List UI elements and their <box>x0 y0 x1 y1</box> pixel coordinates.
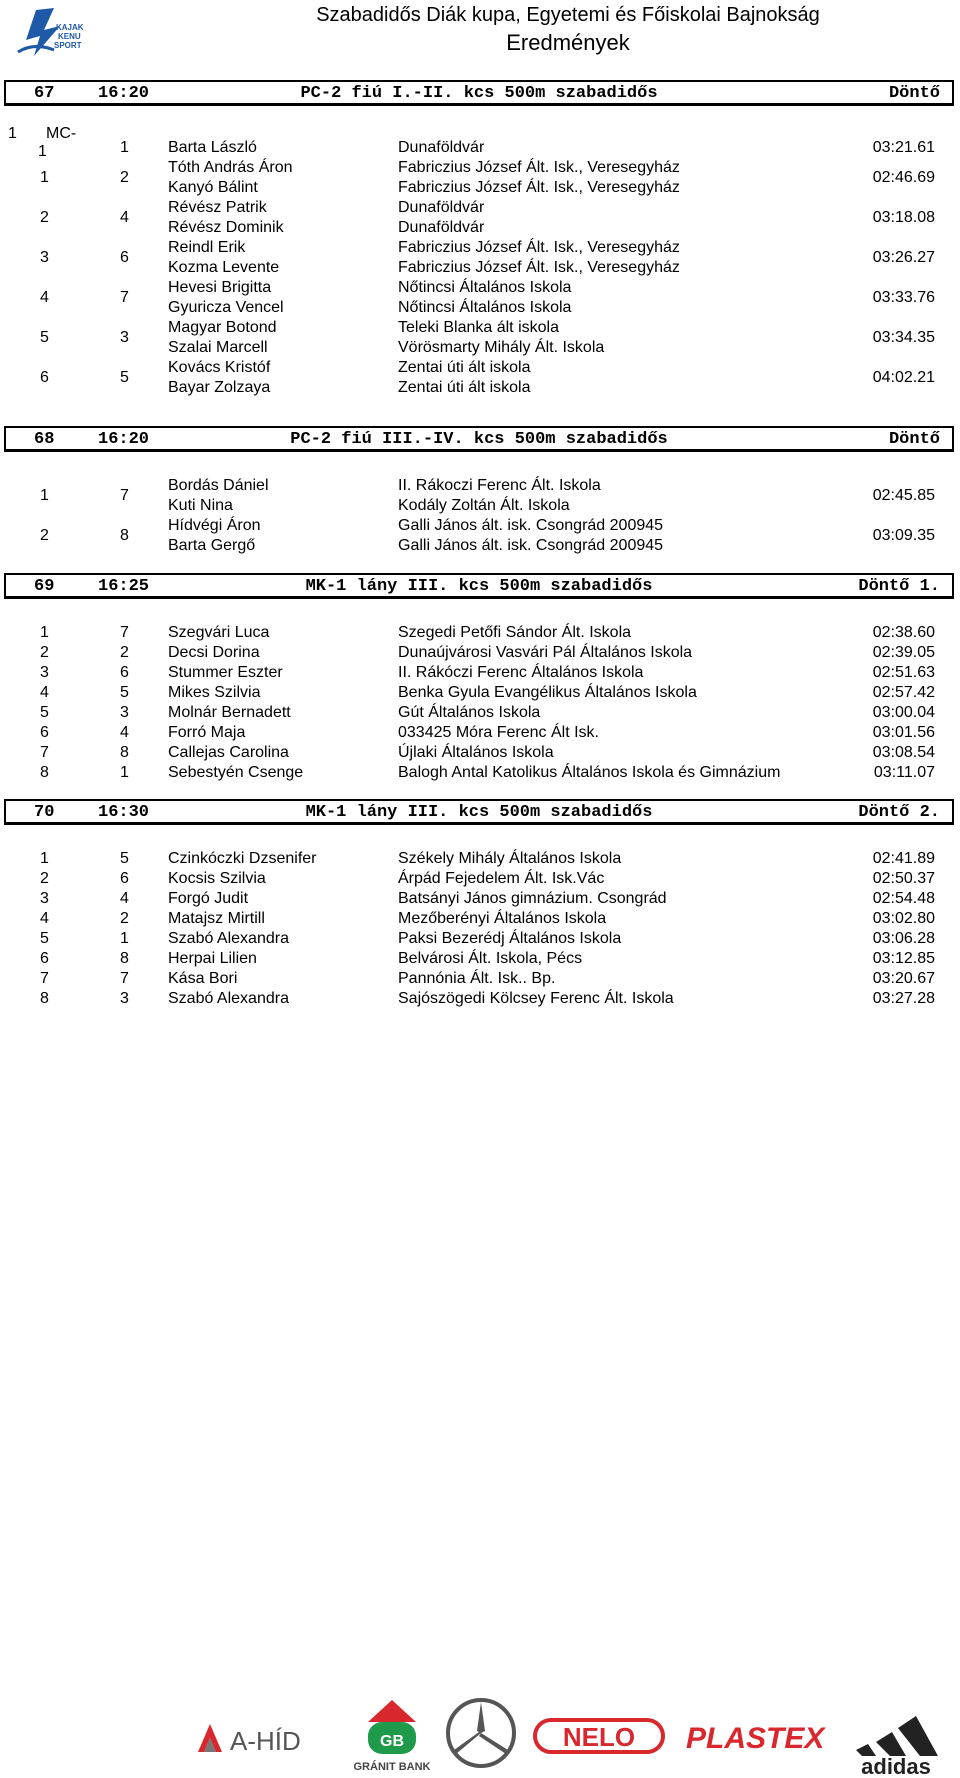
event-number: 67 <box>34 84 55 103</box>
competitor-club: Batsányi János gimnázium. Csongrád <box>398 890 667 907</box>
event-time: 16:20 <box>98 84 150 103</box>
competitor-club: Fabriczius József Ált. Isk., Veresegyház <box>398 259 680 276</box>
event-name: PC-2 fiú I.-II. kcs 500m szabadidős <box>300 84 658 103</box>
result-place: 1 <box>40 624 49 641</box>
event-header <box>4 573 954 599</box>
competitor-club: II. Rákóczi Ferenc Általános Iskola <box>398 664 644 681</box>
competitor-name: Decsi Dorina <box>168 644 260 661</box>
result-lane: 5 <box>120 850 129 867</box>
result-lane: 6 <box>120 249 129 266</box>
event-header <box>4 799 954 825</box>
competitor-name: Szabó Alexandra <box>168 930 289 947</box>
result-lane: 2 <box>120 910 129 927</box>
result-place: 3 <box>40 664 49 681</box>
competitor-club: Nőtincsi Általános Iskola <box>398 279 572 296</box>
competitor-club: Gút Általános Iskola <box>398 704 541 721</box>
result-lane: 3 <box>120 990 129 1007</box>
competitor-club: Dunaföldvár <box>398 139 485 156</box>
result-place: 5 <box>40 930 49 947</box>
competitor-club: Mezőberényi Általános Iskola <box>398 910 607 927</box>
competitor-name: Barta László <box>168 139 257 156</box>
competitor-club: Szegedi Petőfi Sándor Ált. Iskola <box>398 624 632 641</box>
result-lane: 5 <box>120 684 129 701</box>
competitor-name: Herpai Lilien <box>168 950 257 967</box>
competitor-club: Fabriczius József Ált. Isk., Veresegyház <box>398 159 680 176</box>
event-phase: Döntő 2. <box>858 803 940 822</box>
event-phase: Döntő 1. <box>858 577 940 596</box>
result-place: 7 <box>40 744 49 761</box>
event-phase: Döntő <box>888 84 940 103</box>
page-subtitle: Eredmények <box>506 30 630 55</box>
result-time: 02:54.48 <box>872 890 935 907</box>
result-time: 02:38.60 <box>872 624 935 641</box>
competitor-name: Callejas Carolina <box>168 744 289 761</box>
ahid-text: A-HÍD <box>230 1726 301 1756</box>
result-place: 2 <box>40 527 49 544</box>
result-lane: 1 <box>120 764 129 781</box>
competitor-club: Paksi Bezerédj Általános Iskola <box>398 930 622 947</box>
sponsor-bar <box>0 1690 960 1778</box>
competitor-club: Dunaföldvár <box>398 199 485 216</box>
result-place: 2 <box>40 209 49 226</box>
competitor-name: Kocsis Szilvia <box>168 870 266 887</box>
result-lane: 1 <box>120 930 129 947</box>
competitor-name: Reindl Erik <box>168 239 246 256</box>
result-time: 03:21.61 <box>872 139 935 156</box>
competitor-name: Gyuricza Vencel <box>168 299 284 316</box>
competitor-name: Kása Bori <box>168 970 238 987</box>
result-lane: 3 <box>120 329 129 346</box>
nelo-text: NELO <box>562 1722 636 1752</box>
result-lane: 2 <box>120 644 129 661</box>
event-name: MK-1 lány III. kcs 500m szabadidős <box>305 803 653 822</box>
competitor-name: Bordás Dániel <box>168 477 269 494</box>
result-time: 02:50.37 <box>872 870 935 887</box>
competitor-name: Kozma Levente <box>168 259 280 276</box>
result-time: 03:02.80 <box>872 910 935 927</box>
result-time: 03:09.35 <box>872 527 935 544</box>
competitor-name: Molnár Bernadett <box>168 704 291 721</box>
competitor-name: Révész Patrik <box>168 199 267 216</box>
event-time: 16:30 <box>98 803 150 822</box>
competitor-name: Szegvári Luca <box>168 624 270 641</box>
result-lane: 6 <box>120 870 129 887</box>
event-phase: Döntő <box>888 430 940 449</box>
competitor-name: Kovács Kristóf <box>168 359 271 376</box>
competitor-club: Árpád Fejedelem Ált. Isk.Vác <box>398 870 605 887</box>
result-lane: 2 <box>120 169 129 186</box>
granit-bank-logo <box>344 1696 440 1776</box>
event-time: 16:25 <box>98 577 150 596</box>
adidas-logo <box>846 1694 946 1778</box>
result-lane: 7 <box>120 624 129 641</box>
competitor-club: Fabriczius József Ált. Isk., Veresegyház <box>398 239 680 256</box>
competitor-club: Balogh Antal Katolikus Általános Iskola és Gimnázium <box>398 764 781 781</box>
competitor-name: Révész Dominik <box>168 219 284 236</box>
competitor-name: Bayar Zolzaya <box>168 379 271 396</box>
competitor-club: Zentai úti ált iskola <box>398 359 531 376</box>
competitor-name: Forgó Judit <box>168 890 249 907</box>
result-lane: 6 <box>120 664 129 681</box>
result-place: 5 <box>40 704 49 721</box>
competitor-name: Mikes Szilvia <box>168 684 261 701</box>
competitor-club: Kodály Zoltán Ált. Iskola <box>398 497 570 514</box>
event-name: PC-2 fiú III.-IV. kcs 500m szabadidős <box>290 430 668 449</box>
result-time: 03:20.67 <box>872 970 935 987</box>
logo-text-2: KENU <box>58 32 81 41</box>
result-place: 6 <box>40 724 49 741</box>
competitor-name: Tóth András Áron <box>168 159 293 176</box>
competitor-club: Galli János ált. isk. Csongrád 200945 <box>398 537 664 554</box>
result-place: 5 <box>40 329 49 346</box>
competitor-name: Czinkóczki Dzsenifer <box>168 850 317 867</box>
competitor-club: Nőtincsi Általános Iskola <box>398 299 572 316</box>
result-time: 03:00.04 <box>872 704 935 721</box>
competitor-club: Fabriczius József Ált. Isk., Veresegyház <box>398 179 680 196</box>
competitor-club: Zentai úti ált iskola <box>398 379 531 396</box>
result-lane: 7 <box>120 289 129 306</box>
event-number: 70 <box>34 803 55 822</box>
result-place: 4 <box>40 910 49 927</box>
result-lane: 4 <box>120 890 129 907</box>
result-time: 03:11.07 <box>873 764 935 781</box>
result-time: 03:34.35 <box>872 329 935 346</box>
result-time: 02:57.42 <box>872 684 935 701</box>
competitor-club: Újlaki Általános Iskola <box>398 744 554 761</box>
event-time: 16:20 <box>98 430 150 449</box>
svg-text:GB: GB <box>380 1733 404 1750</box>
result-lane: 3 <box>120 704 129 721</box>
result-lane: 7 <box>120 970 129 987</box>
logo-text-1: KAJAK <box>56 23 84 32</box>
result-lane: 5 <box>120 369 129 386</box>
competitor-club: Dunaújvárosi Vasvári Pál Általános Iskola <box>398 644 693 661</box>
competitor-club: Belvárosi Ált. Iskola, Pécs <box>398 950 583 967</box>
event-header <box>4 80 954 106</box>
event-name: MK-1 lány III. kcs 500m szabadidős <box>305 577 653 596</box>
result-time: 03:26.27 <box>872 249 935 266</box>
result-time: 02:45.85 <box>872 487 935 504</box>
logo-text-3: SPORT <box>54 41 82 50</box>
result-lane: 8 <box>120 527 129 544</box>
result-time: 03:12.85 <box>872 950 935 967</box>
competitor-name: Kanyó Bálint <box>168 179 258 196</box>
competitor-club: 033425 Móra Ferenc Ált Isk. <box>398 724 599 741</box>
result-place: 2 <box>40 870 49 887</box>
result-place: 1 <box>40 169 49 186</box>
result-time: 03:01.56 <box>872 724 935 741</box>
plastex-text: PLASTEX <box>686 1722 825 1755</box>
result-lane: 1 <box>120 139 129 156</box>
result-lane: 7 <box>120 487 129 504</box>
plastex-logo <box>684 1716 834 1756</box>
page-title: Szabadidős Diák kupa, Egyetemi és Főiskolai Bajnokság <box>316 4 820 26</box>
competitor-club: II. Rákoczi Ferenc Ált. Iskola <box>398 477 601 494</box>
result-place: 8 <box>40 990 49 1007</box>
result-place: 3 <box>40 249 49 266</box>
competitor-name: Matajsz Mirtill <box>168 910 265 927</box>
competitor-name: Sebestyén Csenge <box>168 764 304 781</box>
result-place: 7 <box>40 970 49 987</box>
result-place: 3 <box>40 890 49 907</box>
competitor-club: Teleki Blanka ált iskola <box>398 319 559 336</box>
result-place: 6 <box>40 950 49 967</box>
mercedes-logo <box>444 1696 518 1770</box>
result-time: 03:27.28 <box>872 990 935 1007</box>
result-time: 02:51.63 <box>872 664 935 681</box>
result-lane: 4 <box>120 209 129 226</box>
result-place: 6 <box>40 369 49 386</box>
competitor-club: Galli János ált. isk. Csongrád 200945 <box>398 517 664 534</box>
result-place: 1 <box>8 125 17 142</box>
result-time: 03:18.08 <box>872 209 935 226</box>
competitor-name: Kuti Nina <box>168 497 233 514</box>
competitor-club: Dunaföldvár <box>398 219 485 236</box>
result-time: 02:46.69 <box>872 169 935 186</box>
nelo-logo <box>532 1716 666 1756</box>
result-time: 03:08.54 <box>872 744 935 761</box>
result-place-mc: MC- <box>46 125 77 142</box>
result-place-mc-num: 1 <box>38 143 47 160</box>
competitor-name: Szabó Alexandra <box>168 990 289 1007</box>
result-place: 1 <box>40 850 49 867</box>
event-number: 69 <box>34 577 55 596</box>
result-time: 04:02.21 <box>872 369 935 386</box>
result-lane: 8 <box>120 744 129 761</box>
event-number: 68 <box>34 430 55 449</box>
competitor-club: Sajószögedi Kölcsey Ferenc Ált. Iskola <box>398 990 674 1007</box>
competitor-name: Stummer Eszter <box>168 664 283 681</box>
granit-text: GRÁNIT BANK <box>353 1761 431 1773</box>
competitor-club: Vörösmarty Mihály Ált. Iskola <box>398 339 605 356</box>
competitor-name: Barta Gergő <box>168 537 256 554</box>
competitor-name: Magyar Botond <box>168 319 277 336</box>
competitor-club: Székely Mihály Általános Iskola <box>398 850 622 867</box>
result-place: 2 <box>40 644 49 661</box>
competitor-name: Hídvégi Áron <box>168 517 261 534</box>
result-place: 1 <box>40 487 49 504</box>
ahid-logo <box>194 1718 334 1758</box>
result-lane: 8 <box>120 950 129 967</box>
competitor-name: Hevesi Brigitta <box>168 279 272 296</box>
result-time: 03:06.28 <box>872 930 935 947</box>
result-time: 02:39.05 <box>872 644 935 661</box>
competitor-club: Pannónia Ált. Isk.. Bp. <box>398 970 556 987</box>
competitor-name: Forró Maja <box>168 724 246 741</box>
result-place: 4 <box>40 289 49 306</box>
result-time: 03:33.76 <box>872 289 935 306</box>
adidas-text: adidas <box>861 1754 931 1778</box>
competitor-club: Benka Gyula Evangélikus Általános Iskola <box>398 684 697 701</box>
competitor-name: Szalai Marcell <box>168 339 268 356</box>
event-header <box>4 426 954 452</box>
result-place: 4 <box>40 684 49 701</box>
result-time: 02:41.89 <box>872 850 935 867</box>
result-lane: 4 <box>120 724 129 741</box>
result-place: 8 <box>40 764 49 781</box>
